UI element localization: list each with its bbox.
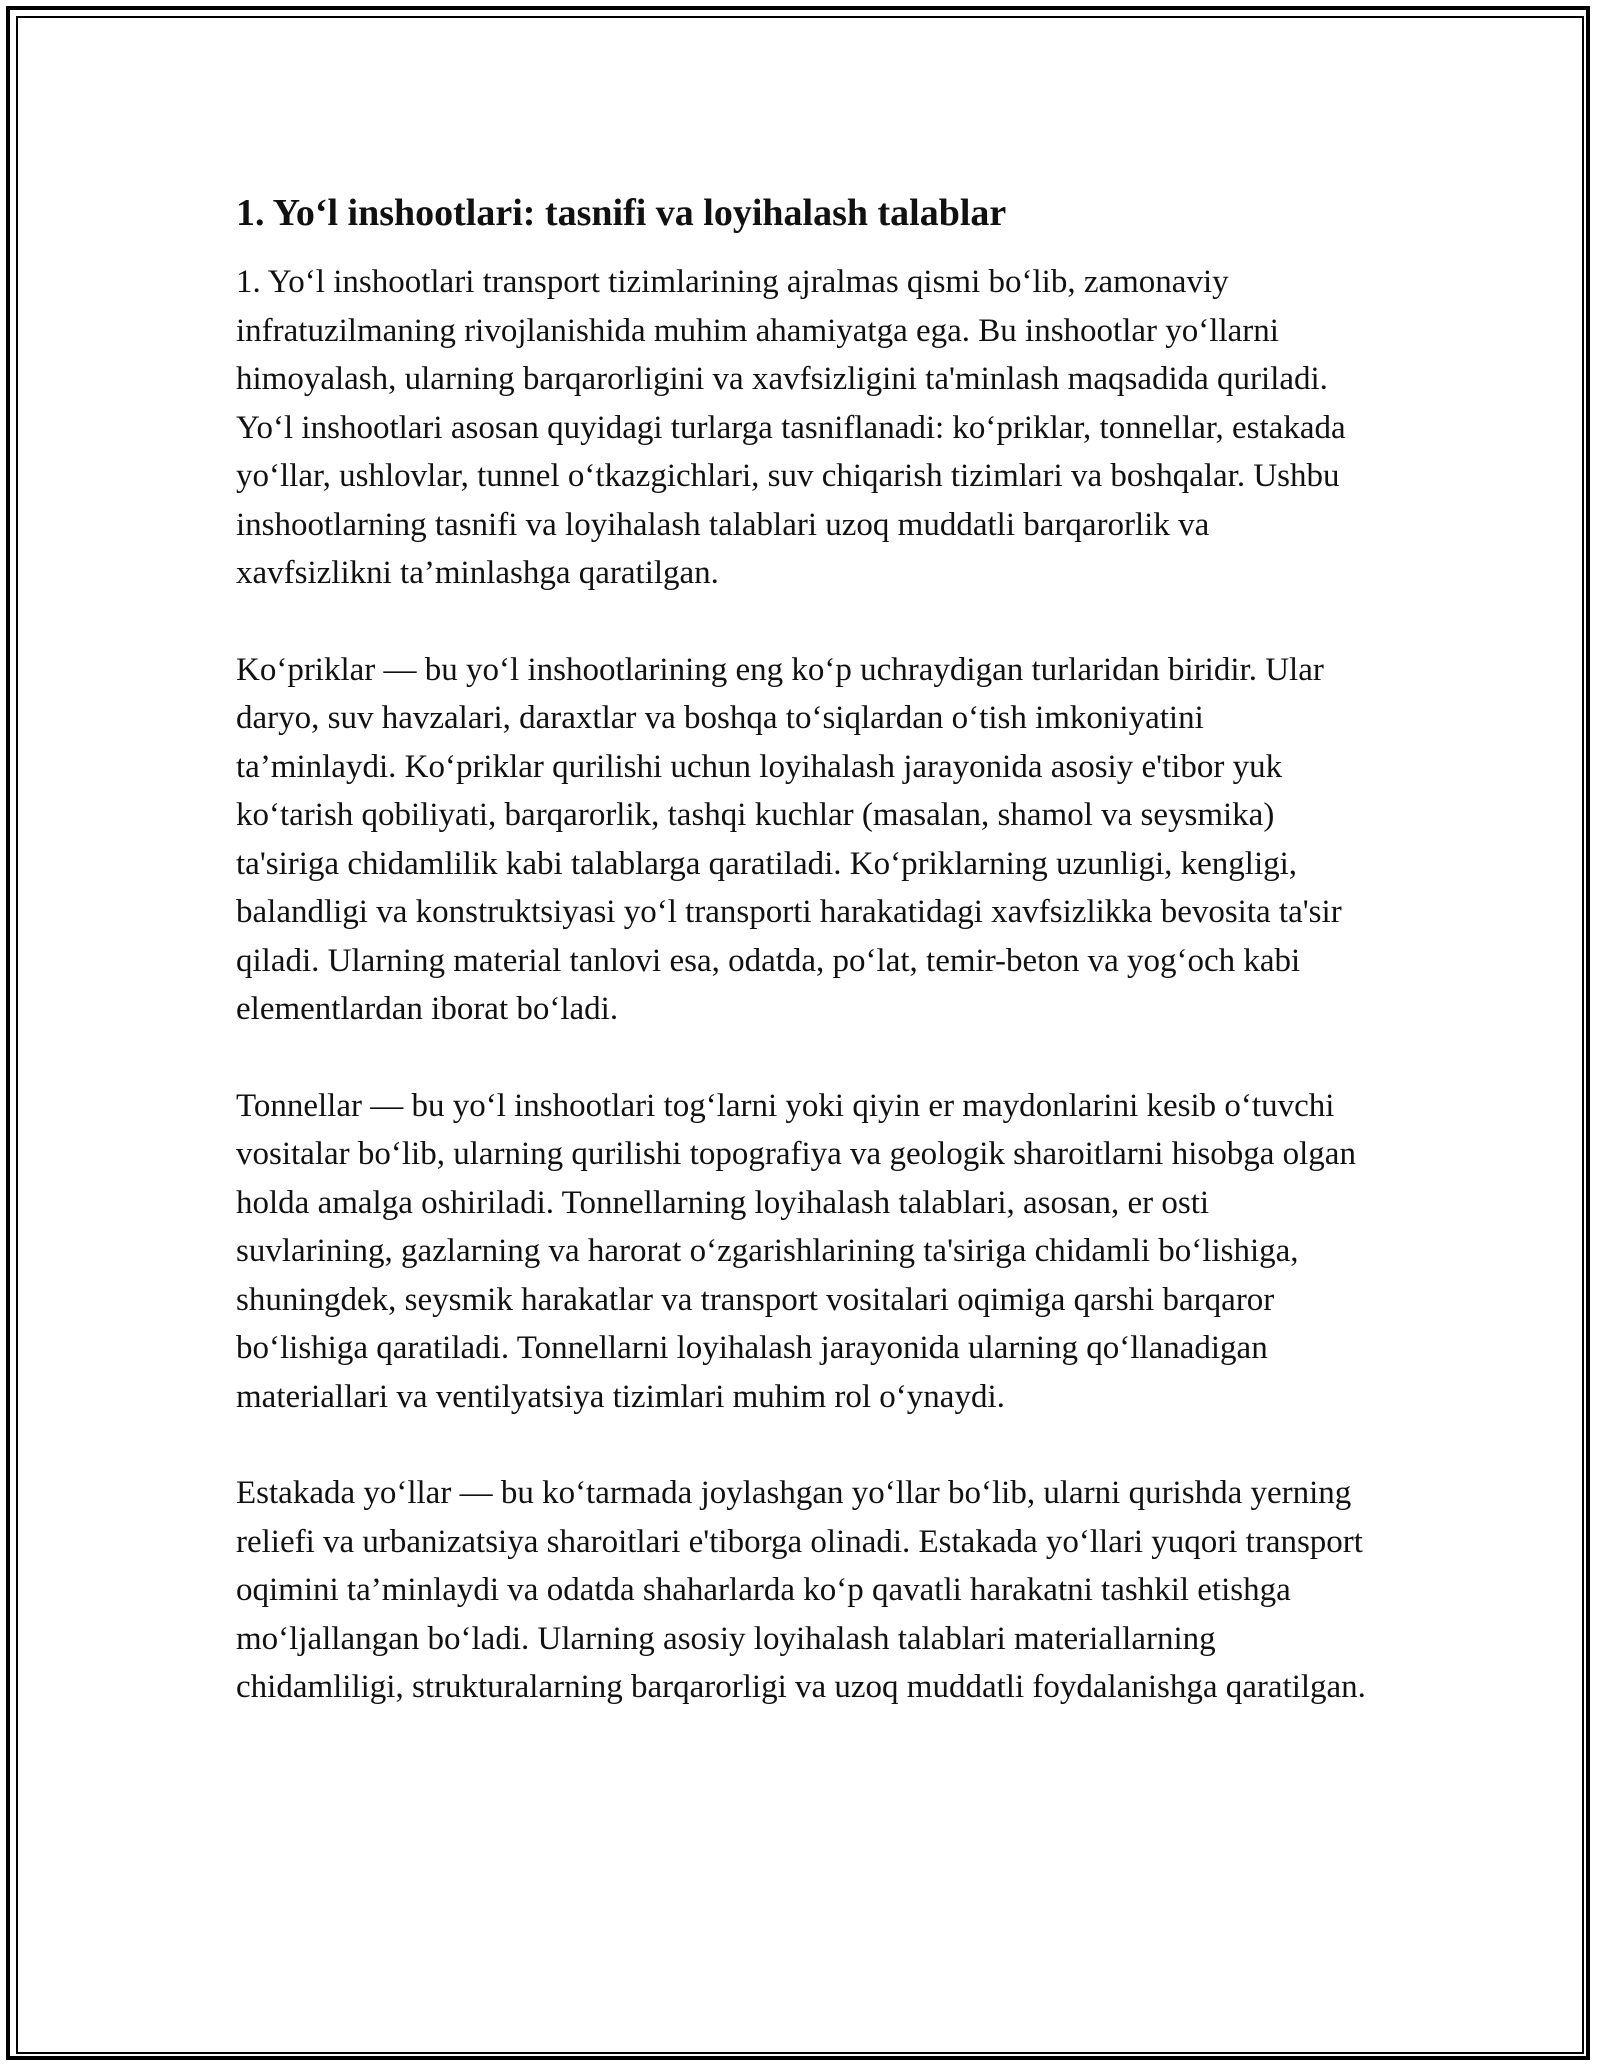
paragraph-tunnels: Tonnellar — bu yo‘l inshootlari tog‘larni yoki qiyin er maydonlarini kesib o‘tuvchi vositalar bo‘lib, ularning qurilishi topografiya va geologik sharoitlarni hisobga olgan holda amalga oshiriladi. Tonnellarning loyihalash talablari, asosan, er osti suvlarining, gazlarning va harorat o‘zgarishlarining ta'siriga chidamli bo‘lishiga, shuningdek, seysmik harakatlar va transport vositalari oqimiga qarshi barqaror bo‘lishiga qaratiladi. Tonnellarni loyihalash jarayonida ularning qo‘llanadigan materiallari va ventilyatsiya tizimlari muhim rol o‘ynaydi.: [236, 1087, 1356, 1415]
paragraph-intro: 1. Yo‘l inshootlari transport tizimlarining ajralmas qismi bo‘lib, zamonaviy infratuzilmaning rivojlanishida muhim ahamiyatga ega. Bu inshootlar yo‘llarni himoyalash, ularning barqarorligini va xavfsizligini ta'minlash maqsadida quriladi. Yo‘l inshootlari asosan quyidagi turlarga tasniflanadi: ko‘priklar, tonnellar, estakada yo‘llar, ushlovlar, tunnel o‘tkazgichlari, suv chiqarish tizimlari va boshqalar. Ushbu inshootlarning tasnifi va loyihalash talablari uzoq muddatli barqarorlik va xavfsizlikni ta’minlashga qaratilgan.: [236, 264, 1346, 591]
section-heading: 1. Yo‘l inshootlari: tasnifi va loyihalash talablar: [236, 192, 1007, 234]
paragraph-overpasses: Estakada yo‘llar — bu ko‘tarmada joylashgan yo‘llar bo‘lib, ularni qurishda yerning reliefi va urbanizatsiya sharoitlari e'tiborga olinadi. Estakada yo‘llari yuqori transport oqimini ta’minlaydi va odatda shaharlarda ko‘p qavatli harakatni tashkil etishga mo‘ljallangan bo‘ladi. Ularning asosiy loyihalash talablari materiallarning chidamliligi, strukturalarning barqarorligi va uzoq muddatli foydalanishga qaratilgan.: [236, 1475, 1366, 1705]
document-body: [236, 188, 1366, 1712]
paragraph-bridges: Ko‘priklar — bu yo‘l inshootlarining eng ko‘p uchraydigan turlaridan biridir. Ular daryo, suv havzalari, daraxtlar va boshqa to‘siqlardan o‘tish imkoniyatini ta’minlaydi. Ko‘priklar qurilishi uchun loyihalash jarayonida asosiy e'tibor yuk ko‘tarish qobiliyati, barqarorlik, tashqi kuchlar (masalan, shamol va seysmika) ta'siriga chidamlilik kabi talablarga qaratiladi. Ko‘priklarning uzunligi, kengligi, balandligi va konstruktsiyasi yo‘l transporti harakatidagi xavfsizlikka bevosita ta'sir qiladi. Ularning material tanlovi esa, odatda, po‘lat, temir-beton va yog‘och kabi elementlardan iborat bo‘ladi.: [236, 651, 1342, 1027]
